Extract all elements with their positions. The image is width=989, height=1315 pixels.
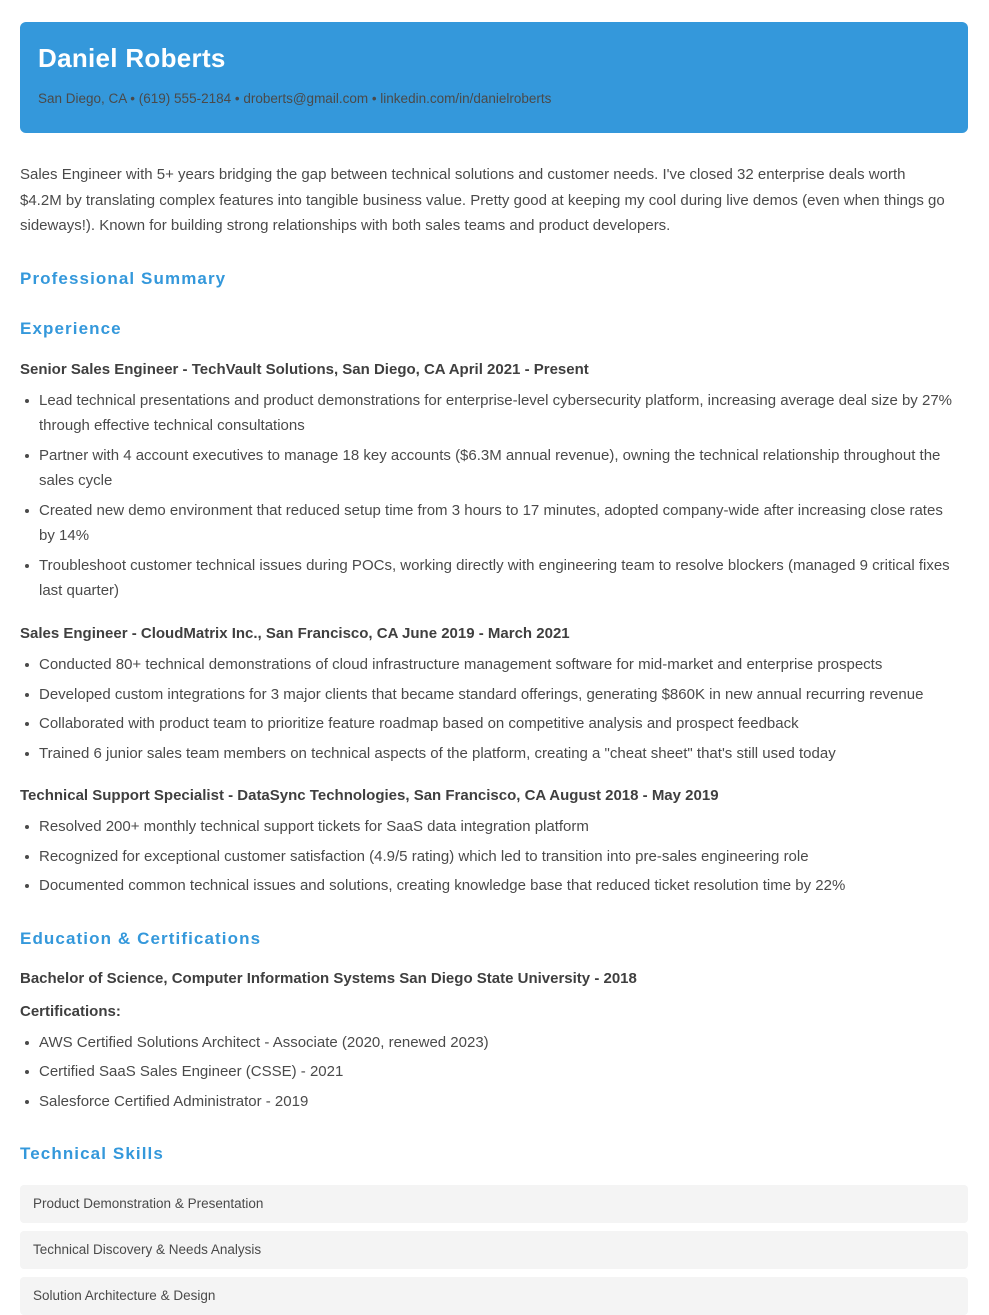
job-bullet-list: [20, 814, 968, 899]
experience-entry: [20, 624, 968, 766]
certification-item: AWS Certified Solutions Architect - Associate (2020, renewed 2023): [20, 1030, 968, 1056]
job-bullet: Collaborated with product team to prioritize feature roadmap based on competitive analysis and prospect feedback: [20, 711, 968, 737]
education-degree-line: Bachelor of Science, Computer Information Systems San Diego State University - 2018: [20, 970, 637, 988]
job-bullet: Troubleshoot customer technical issues during POCs, working directly with engineering team to resolve blockers (managed 9 critical fixes last quarter): [20, 553, 968, 604]
job-bullet: Conducted 80+ technical demonstrations of cloud infrastructure management software for mid-market and enterprise prospects: [20, 652, 968, 678]
experience-entry: [20, 360, 968, 604]
job-bullet: Partner with 4 account executives to manage 18 key accounts ($6.3M annual revenue), owning the technical relationship throughout the sales cycle: [20, 443, 968, 494]
candidate-name: Daniel Roberts: [38, 43, 226, 73]
job-title: Technical Support Specialist - DataSync Technologies, San Francisco, CA August 2018 - May 2019: [20, 787, 719, 805]
contact-info-line: San Diego, CA • (619) 555-2184 • droberts@gmail.com • linkedin.com/in/danielroberts: [38, 90, 552, 106]
certifications-label: Certifications:: [20, 1002, 121, 1020]
section-heading-professional-summary: Professional Summary: [20, 268, 227, 288]
summary-paragraph: Sales Engineer with 5+ years bridging the gap between technical solutions and customer needs. I've closed 32 enterprise deals worth $4.2M by translating complex features into tangible business value. Pretty good at keeping my cool during live demos (even when things go sideways!). Known for building strong relationships with both sales teams and product developers.: [20, 166, 945, 235]
section-heading-technical-skills: Technical Skills: [20, 1144, 164, 1164]
job-bullet: Documented common technical issues and solutions, creating knowledge base that reduced ticket resolution time by 22%: [20, 873, 968, 899]
job-bullet: Lead technical presentations and product demonstrations for enterprise-level cybersecurity platform, increasing average deal size by 27% through effective technical consultations: [20, 388, 968, 439]
job-bullet-list: [20, 652, 968, 766]
skill-pill: Solution Architecture & Design: [20, 1277, 968, 1315]
job-bullet-list: [20, 388, 968, 604]
certification-item: Certified SaaS Sales Engineer (CSSE) - 2021: [20, 1059, 968, 1085]
job-bullet: Developed custom integrations for 3 major clients that became standard offerings, generating $860K in new annual recurring revenue: [20, 682, 968, 708]
job-bullet: Recognized for exceptional customer satisfaction (4.9/5 rating) which led to transition into pre-sales engineering role: [20, 844, 968, 870]
job-title: Senior Sales Engineer - TechVault Solutions, San Diego, CA April 2021 - Present: [20, 360, 589, 378]
job-bullet: Trained 6 junior sales team members on technical aspects of the platform, creating a "cheat sheet" that's still used today: [20, 741, 968, 767]
job-title: Sales Engineer - CloudMatrix Inc., San Francisco, CA June 2019 - March 2021: [20, 624, 570, 642]
job-bullet: Created new demo environment that reduced setup time from 3 hours to 17 minutes, adopted company-wide after increasing close rates by 14%: [20, 498, 968, 549]
resume-header-banner: [20, 22, 968, 133]
certification-list: [20, 1030, 968, 1115]
certification-item: Salesforce Certified Administrator - 2019: [20, 1089, 968, 1115]
skill-pill: Product Demonstration & Presentation: [20, 1185, 968, 1223]
job-bullet: Resolved 200+ monthly technical support tickets for SaaS data integration platform: [20, 814, 968, 840]
section-heading-experience: Experience: [20, 319, 122, 339]
experience-entry: [20, 786, 968, 899]
section-heading-education: Education & Certifications: [20, 928, 262, 948]
skill-pill: Technical Discovery & Needs Analysis: [20, 1231, 968, 1269]
skills-list: [20, 1185, 968, 1315]
